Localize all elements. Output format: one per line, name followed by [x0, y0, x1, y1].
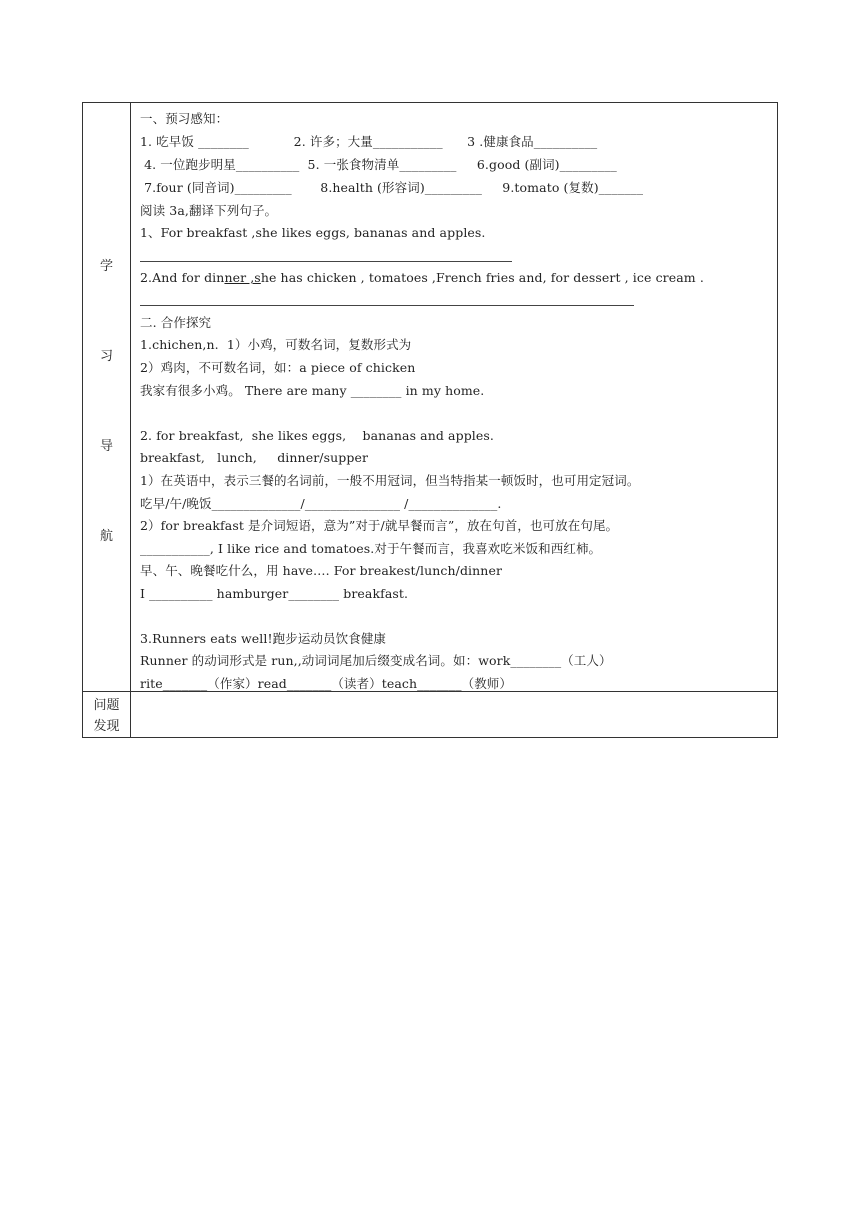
preview-line-3: 7.four (同音词)_________ 8.health (形容词)_________ 9.tomato (复数)_______ — [140, 180, 644, 195]
explore-line-11: I __________ hamburger________ breakfast. — [140, 586, 409, 601]
explore-line-12: 3.Runners eats well!跑步运动员饮食健康 — [140, 631, 387, 646]
explore-line-13: Runner 的动词形式是 run,,动词词尾加后缀变成名词。如：work________（工人） — [140, 653, 612, 668]
section-heading-explore: 二. 合作探究 — [140, 315, 212, 330]
problem-label — [83, 692, 131, 737]
explore-line-8: 2）for breakfast 是介词短语，意为”对于/就早餐而言”，放在句首，也可放在句尾。 — [140, 518, 619, 533]
problem-row — [83, 691, 777, 737]
explore-line-14: rite_______（作家）read_______（读者）teach_______（教师） — [140, 676, 512, 691]
section-heading-preview: 一、预习感知： — [140, 111, 229, 126]
explore-line-3: 我家有很多小鸡。 There are many ________ in my home. — [140, 383, 485, 398]
explore-line-5: breakfast, lunch, dinner/supper — [140, 450, 369, 465]
answer-line-2 — [140, 305, 634, 306]
study-guide-table — [82, 102, 778, 738]
explore-line-2: 2）鸡肉，不可数名词，如：a piece of chicken — [140, 360, 416, 375]
reading-instruction: 阅读 3a,翻译下列句子。 — [140, 203, 278, 218]
side-label-xue: 学 — [99, 259, 113, 274]
explore-line-10: 早、午、晚餐吃什么，用 have…. For breakest/lunch/dinner — [140, 563, 503, 578]
preview-line-2: 4. 一位跑步明星__________ 5. 一张食物清单_________ 6.good (副词)_________ — [140, 157, 617, 172]
explore-line-1: 1.chichen,n. 1）小鸡，可数名词，复数形式为 — [140, 337, 412, 352]
sentence-1: 1、For breakfast ,she likes eggs, bananas and apples. — [140, 225, 486, 240]
problem-label-line-2: 发现 — [93, 719, 120, 734]
content-cell — [131, 103, 777, 691]
explore-line-7: 吃早/午/晚饭______________/_______________ /______________. — [140, 496, 502, 511]
preview-line-1: 1. 吃早饭 ________ 2. 许多；大量___________ 3 .健康食品__________ — [140, 134, 598, 149]
side-label-column — [83, 103, 131, 691]
explore-line-9: ___________, I like rice and tomatoes.对于午餐而言，我喜欢吃米饭和西红柿。 — [140, 541, 602, 556]
answer-line-1 — [140, 261, 512, 262]
side-label-dao: 导 — [99, 439, 113, 454]
explore-line-4: 2. for breakfast, she likes eggs, bananas and apples. — [140, 428, 494, 443]
side-label-hang: 航 — [99, 529, 113, 544]
side-label-xi: 习 — [99, 349, 113, 364]
problem-label-line-1: 问题 — [93, 698, 120, 713]
sentence-2: 2.And for dinner ,she has chicken , tomatoes ,French fries and, for dessert , ice cream . — [140, 270, 704, 285]
explore-line-6: 1）在英语中，表示三餐的名词前，一般不用冠词，但当特指某一顿饭时，也可用定冠词。 — [140, 473, 640, 488]
